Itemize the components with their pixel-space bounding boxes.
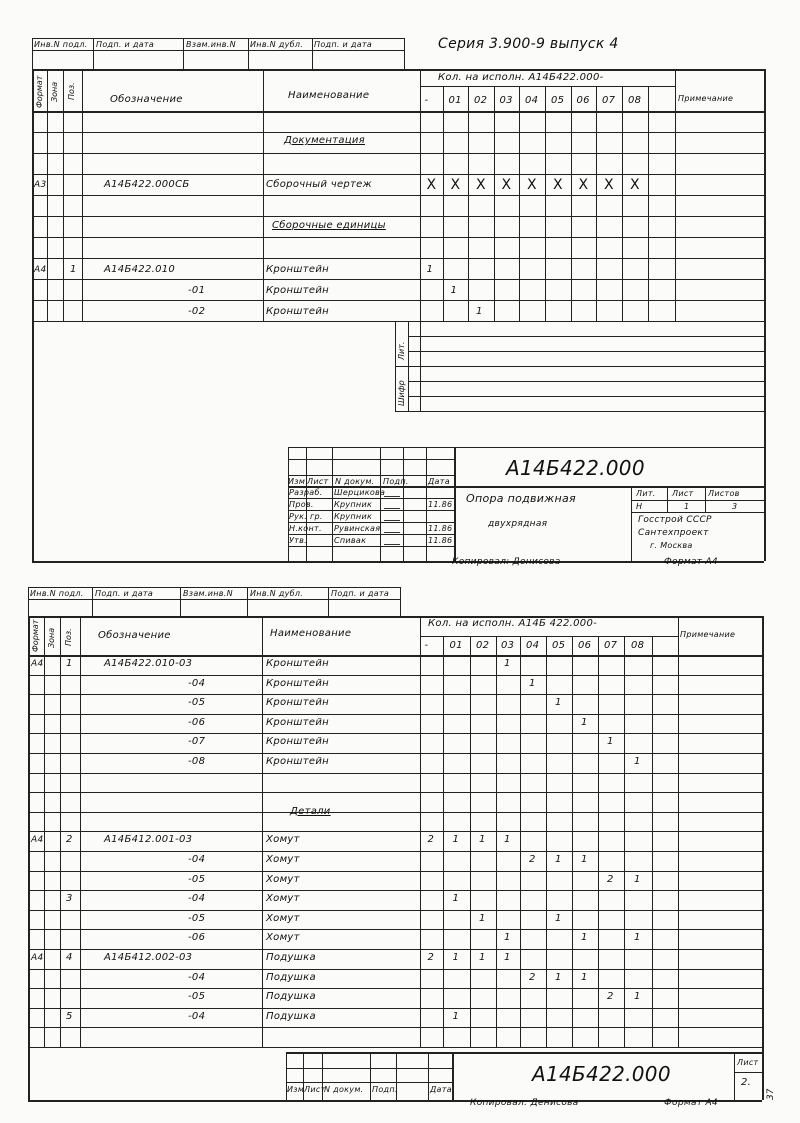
row-oboznachenie: -05 — [188, 697, 206, 709]
p1-hdr-list: Лист — [307, 477, 329, 486]
p1-hdr-podp: Подп. — [383, 477, 409, 486]
row-qty: X — [578, 177, 589, 193]
row-qty: 1 — [581, 854, 588, 865]
signer-role: Рук. гр. — [289, 512, 323, 521]
variant-header: 06 — [576, 95, 590, 106]
p2-stamp-podp-data-2: Подп. и дата — [331, 589, 390, 598]
row-qty: 1 — [476, 306, 483, 317]
signer-name: Рувинская — [334, 524, 381, 533]
p1-lit-label: Лит. — [636, 489, 656, 498]
stamp-inv-dubl: Инв.N дубл. — [250, 40, 304, 49]
hdr-oboznachenie: Обозначение — [110, 94, 183, 105]
row-oboznachenie: -05 — [188, 991, 206, 1003]
hdr-format: Формат — [35, 75, 44, 108]
row-qty: 2 — [529, 971, 536, 983]
row-oboznachenie: -04 — [188, 854, 206, 865]
row-oboznachenie: А14Б422.010-03 — [104, 658, 193, 669]
p1-hdr-data: Дата — [428, 477, 450, 486]
row-qty: 2 — [607, 873, 614, 885]
row-qty: 1 — [426, 264, 434, 275]
row-name: Кронштейн — [266, 658, 329, 669]
variant-header: 03 — [499, 95, 513, 106]
signer-date: 11.86 — [428, 536, 453, 545]
row-qty: X — [630, 177, 640, 193]
p2-hdr-data: Дата — [430, 1085, 452, 1094]
signer-role: Н.конт. — [289, 524, 322, 533]
variant-header: 08 — [631, 640, 645, 651]
section-documentation: Документация — [284, 135, 365, 146]
row-qty: X — [604, 177, 614, 193]
row-name: Кронштейн — [266, 716, 329, 728]
row-name: Кронштейн — [266, 756, 329, 767]
row-oboznachenie: -04 — [188, 893, 206, 905]
row-name: Подушка — [266, 952, 316, 963]
row-name: Кронштейн — [266, 736, 329, 748]
stamp-inv-podl: Инв.N подл. — [34, 40, 88, 49]
variant-header: 04 — [526, 640, 540, 651]
row-name: Хомут — [266, 893, 300, 905]
p1-designation: А14Б422.000 — [506, 456, 645, 480]
row-qty: X — [553, 177, 563, 193]
section-details: Детали — [290, 806, 331, 817]
row-qty: 1 — [555, 697, 562, 709]
row-name: Подушка — [266, 1010, 316, 1022]
row-qty: 1 — [607, 736, 614, 748]
variant-header: - — [424, 640, 429, 651]
p1-list-label: Лист — [672, 489, 694, 498]
signature — [384, 535, 400, 545]
p2-format: Формат А4 — [664, 1098, 718, 1108]
variant-header: 01 — [449, 640, 463, 651]
p1-title-line1: Опора подвижная — [466, 492, 576, 505]
row-format: А4 — [31, 835, 44, 846]
row-name: Хомут — [266, 932, 300, 944]
row-format: А4 — [31, 953, 44, 963]
p2-stamp-podp-data: Подп. и дата — [95, 589, 154, 598]
row-qty: 1 — [555, 912, 562, 924]
stamp-podp-data: Подп. и дата — [96, 40, 155, 49]
p2-hdr-kol: Кол. на исполн. А14Б 422.000- — [428, 618, 598, 629]
p1-hdr-ndokum: N докум. — [335, 477, 375, 486]
row-oboznachenie: -08 — [188, 756, 206, 767]
row-oboznachenie: -05 — [188, 912, 206, 924]
section-assembly-units: Сборочные единицы — [272, 220, 386, 231]
row-oboznachenie: А14Б412.002-03 — [104, 952, 193, 963]
signer-role: Пров. — [289, 500, 314, 509]
variant-header: 01 — [448, 95, 462, 106]
stamp-vzam-inv: Взам.инв.N — [186, 40, 236, 49]
row-qty: 1 — [555, 854, 562, 865]
row-format: А4 — [31, 659, 44, 669]
row-name: Хомут — [266, 912, 300, 924]
row-name: Подушка — [266, 991, 316, 1003]
signer-role: Утв. — [289, 536, 307, 545]
row-qty: 1 — [504, 932, 511, 944]
p1-hdr-izm: Изм — [288, 477, 306, 486]
row-oboznachenie: А14Б412.001-03 — [104, 834, 193, 846]
hdr-naimenovanie: Наименование — [288, 90, 370, 101]
p2-stamp-vzam-inv: Взам.инв.N — [183, 589, 233, 598]
signer-name: Крупник — [334, 512, 373, 521]
row-qty: 1 — [634, 932, 641, 944]
row-oboznachenie: -02 — [188, 306, 206, 317]
row-qty: X — [527, 177, 537, 193]
p2-side-number: 37 — [766, 1088, 776, 1100]
p2-list-label: Лист — [737, 1058, 759, 1067]
row-qty: 1 — [581, 971, 588, 983]
p2-hdr-oboznachenie: Обозначение — [98, 630, 171, 641]
row-qty: 1 — [452, 952, 460, 963]
row-qty: 1 — [452, 834, 460, 846]
variant-header: 06 — [578, 640, 592, 651]
series-title: Серия 3.900-9 выпуск 4 — [438, 36, 619, 52]
row-qty: 1 — [479, 834, 486, 846]
p2-designation: А14Б422.000 — [532, 1062, 671, 1086]
p1-lit-value: Н — [636, 502, 643, 511]
variant-header: - — [424, 95, 429, 106]
row-oboznachenie: -06 — [188, 932, 206, 944]
signer-name: Крупник — [334, 500, 373, 509]
row-poz: 5 — [66, 1010, 73, 1022]
variant-header: 08 — [628, 95, 642, 106]
row-poz: 3 — [66, 893, 73, 905]
row-poz: 4 — [66, 952, 73, 963]
row-qty: 1 — [452, 1010, 460, 1022]
row-qty: 1 — [634, 756, 641, 767]
row-oboznachenie: -07 — [188, 736, 206, 748]
signature — [384, 511, 400, 521]
variant-header: 07 — [604, 640, 618, 651]
row-name: Сборочный чертеж — [266, 179, 372, 190]
variant-header: 02 — [476, 640, 490, 651]
row-format: А3 — [34, 180, 47, 190]
side-shifr: Шифр — [397, 380, 406, 406]
row-format: А4 — [34, 265, 47, 275]
row-qty: 2 — [529, 854, 536, 865]
row-qty: 1 — [529, 677, 536, 689]
row-name: Кронштейн — [266, 306, 329, 317]
p1-title-line2: двухрядная — [488, 519, 548, 529]
variant-header: 04 — [525, 95, 539, 106]
p1-org3: г. Москва — [650, 541, 693, 550]
p2-copied: Копировал: Денисова — [470, 1098, 579, 1108]
row-poz: 1 — [70, 264, 77, 275]
p1-list-value: 1 — [684, 502, 690, 511]
row-qty: X — [476, 177, 486, 193]
variant-header: 05 — [551, 95, 565, 106]
variant-header: 07 — [602, 95, 616, 106]
p1-format: Формат А4 — [664, 557, 718, 567]
signature — [384, 499, 400, 509]
row-oboznachenie: -04 — [188, 1010, 206, 1022]
p2-hdr-primechanie: Примечание — [680, 630, 736, 639]
p2-hdr-ndokum: N докум. — [324, 1085, 364, 1094]
row-oboznachenie: А14Б422.010 — [104, 264, 176, 275]
p2-hdr-format: Формат — [31, 619, 40, 652]
p2-stamp-inv-podl: Инв.N подл. — [30, 589, 84, 598]
variant-header: 05 — [552, 640, 566, 651]
row-oboznachenie: -06 — [188, 716, 206, 728]
row-qty: 1 — [504, 952, 511, 963]
row-qty: 1 — [504, 834, 511, 846]
p2-hdr-podp: Подп. — [372, 1085, 398, 1094]
signer-role: Разраб. — [289, 488, 323, 497]
p1-org1: Госстрой СССР — [638, 515, 712, 525]
row-oboznachenie: -05 — [188, 873, 206, 885]
signer-name: Шерцикова — [334, 488, 386, 497]
signer-name: Спивак — [334, 536, 367, 545]
p1-listov-label: Листов — [708, 489, 740, 498]
row-poz: 1 — [66, 658, 73, 669]
row-qty: 1 — [479, 912, 486, 924]
row-qty: 1 — [634, 873, 641, 885]
row-oboznachenie: -04 — [188, 971, 206, 983]
p2-hdr-zona: Зона — [47, 627, 56, 648]
row-name: Хомут — [266, 834, 300, 846]
signer-date: 11.86 — [428, 500, 453, 509]
row-qty: X — [501, 177, 512, 193]
row-name: Кронштейн — [266, 264, 329, 275]
row-qty: 1 — [504, 658, 511, 669]
p2-hdr-naimenovanie: Наименование — [270, 628, 352, 639]
signature — [384, 487, 400, 497]
row-name: Подушка — [266, 971, 316, 983]
row-qty: 1 — [581, 932, 588, 944]
side-litt: Лит. — [397, 341, 406, 360]
row-name: Хомут — [266, 873, 300, 885]
variant-header: 03 — [501, 640, 515, 651]
row-name: Хомут — [266, 854, 300, 865]
row-qty: 1 — [450, 285, 458, 296]
p2-stamp-inv-dubl: Инв.N дубл. — [250, 589, 304, 598]
hdr-kol: Кол. на исполн. А14Б422.000- — [438, 72, 604, 83]
row-poz: 2 — [66, 834, 73, 846]
signer-date: 11.86 — [428, 524, 453, 533]
row-oboznachenie: -01 — [188, 285, 206, 296]
row-qty: 1 — [555, 971, 562, 983]
signature — [384, 523, 400, 533]
p2-list-value: 2. — [741, 1077, 752, 1088]
row-oboznachenie: -04 — [188, 677, 206, 689]
row-qty: 1 — [479, 952, 486, 963]
row-qty: X — [426, 177, 437, 193]
row-name: Кронштейн — [266, 697, 329, 709]
p2-hdr-poz: Поз. — [64, 628, 73, 646]
row-qty: 1 — [452, 893, 460, 905]
hdr-zona: Зона — [50, 81, 59, 102]
row-name: Кронштейн — [266, 677, 329, 689]
hdr-primechanie: Примечание — [678, 94, 734, 103]
p2-hdr-izm: Изм — [287, 1085, 305, 1094]
hdr-poz: Поз. — [67, 82, 76, 100]
row-qty: 1 — [581, 716, 588, 728]
row-name: Кронштейн — [266, 285, 329, 296]
row-qty: 2 — [427, 834, 435, 846]
row-oboznachenie: А14Б422.000СБ — [104, 179, 190, 190]
p1-org2: Сантехпроект — [638, 528, 709, 538]
variant-header: 02 — [474, 95, 488, 106]
row-qty: X — [450, 177, 461, 193]
p1-listov-value: 3 — [732, 502, 738, 511]
row-qty: 2 — [427, 952, 435, 963]
stamp-podp-data-2: Подп. и дата — [314, 40, 373, 49]
row-qty: 1 — [634, 991, 641, 1003]
p2-hdr-list: Лист — [304, 1085, 326, 1094]
row-qty: 2 — [607, 991, 614, 1003]
p1-copied: Копировал: Денисова — [452, 557, 561, 567]
